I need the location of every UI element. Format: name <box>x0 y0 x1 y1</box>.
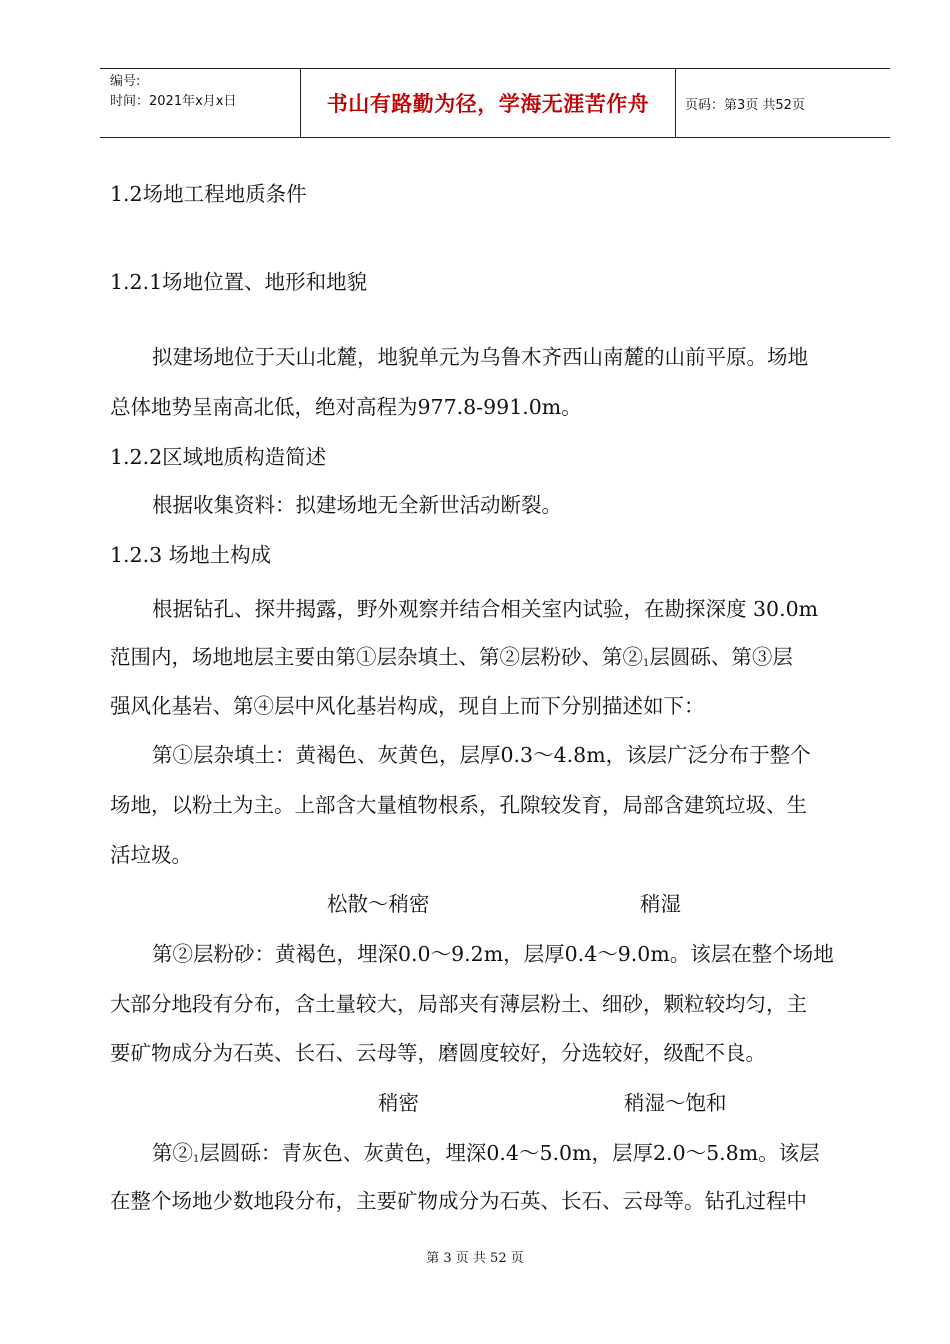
paragraph-layer2-line2: 大部分地段有分布，含土量较大，局部夹有薄层粉土、细砂，颗粒较均匀，主 <box>110 992 807 1016</box>
paragraph-layer1-line3: 活垃圾。 <box>110 843 192 867</box>
paragraph-location-line1: 拟建场地位于天山北麓，地貌单元为乌鲁木齐西山南麓的山前平原。场地 <box>152 345 808 369</box>
layer2-1-part-a: 第② <box>152 1141 193 1165</box>
layer2-1-part-b: 层圆砾：青灰色、灰黄色，埋深0.4～5.0m，层厚2.0～5.8m。该层 <box>199 1141 820 1165</box>
paragraph-layer1-line1: 第①层杂填土：黄褐色、灰黄色，层厚0.3～4.8m，该层广泛分布于整个 <box>152 743 811 767</box>
paragraph-strata-line2 <box>110 645 793 676</box>
strata-line2-part-b: 层圆砾、第③层 <box>649 645 793 669</box>
page-header <box>100 68 890 138</box>
motto-text: 书山有路勤为径，学海无涯苦作舟 <box>326 92 650 116</box>
paragraph-layer2-1-line2: 在整个场地少数地段分布，主要矿物成分为石英、长石、云母等。钻孔过程中 <box>110 1189 807 1213</box>
paragraph-layer1-line2: 场地，以粉土为主。上部含大量植物根系，孔隙较发育，局部含建筑垃圾、生 <box>110 793 807 817</box>
paragraph-layer2-line3: 要矿物成分为石英、长石、云母等，磨圆度较好，分选较好，级配不良。 <box>110 1041 766 1065</box>
paragraph-layer2-1-line1 <box>152 1141 820 1172</box>
page-footer: 第 3 页 共 52 页 <box>426 1251 524 1266</box>
layer1-moisture: 稍湿 <box>640 892 681 916</box>
paragraph-strata-line1: 根据钻孔、探井揭露，野外观察并结合相关室内试验，在勘探深度 30.0m <box>152 597 819 621</box>
serial-number-label: 编号: <box>110 74 141 89</box>
layer-subscript: 1 <box>643 658 650 669</box>
paragraph-location-line2: 总体地势呈南高北低，绝对高程为977.8-991.0m。 <box>110 395 582 419</box>
paragraph-layer2-line1: 第②层粉砂：黄褐色，埋深0.0～9.2m，层厚0.4～9.0m。该层在整个场地 <box>152 942 834 966</box>
section-heading-1-2-2: 1.2.2区域地质构造简述 <box>110 445 327 469</box>
layer2-density: 稍密 <box>378 1091 419 1115</box>
layer2-1-subscript: 1 <box>193 1154 200 1165</box>
section-heading-1-2-1: 1.2.1场地位置、地形和地貌 <box>110 270 368 294</box>
section-heading-1-2-3: 1.2.3 场地土构成 <box>110 543 272 567</box>
header-meta-cell <box>100 69 300 137</box>
paragraph-tectonics: 根据收集资料：拟建场地无全新世活动断裂。 <box>152 493 562 517</box>
layer2-moisture: 稍湿～饱和 <box>624 1091 727 1115</box>
strata-line2-part-a: 范围内，场地地层主要由第①层杂填土、第②层粉砂、第② <box>110 645 643 669</box>
header-page-cell <box>676 69 890 137</box>
page-info: 页码：第3页 共52页 <box>685 97 805 113</box>
section-heading-1-2: 1.2场地工程地质条件 <box>110 182 307 206</box>
paragraph-strata-line3: 强风化基岩、第④层中风化基岩构成，现自上而下分别描述如下： <box>110 694 705 718</box>
header-motto-cell <box>300 69 676 137</box>
layer1-density: 松散～稍密 <box>327 892 430 916</box>
time-label: 时间：2021年x月x日 <box>110 94 237 109</box>
